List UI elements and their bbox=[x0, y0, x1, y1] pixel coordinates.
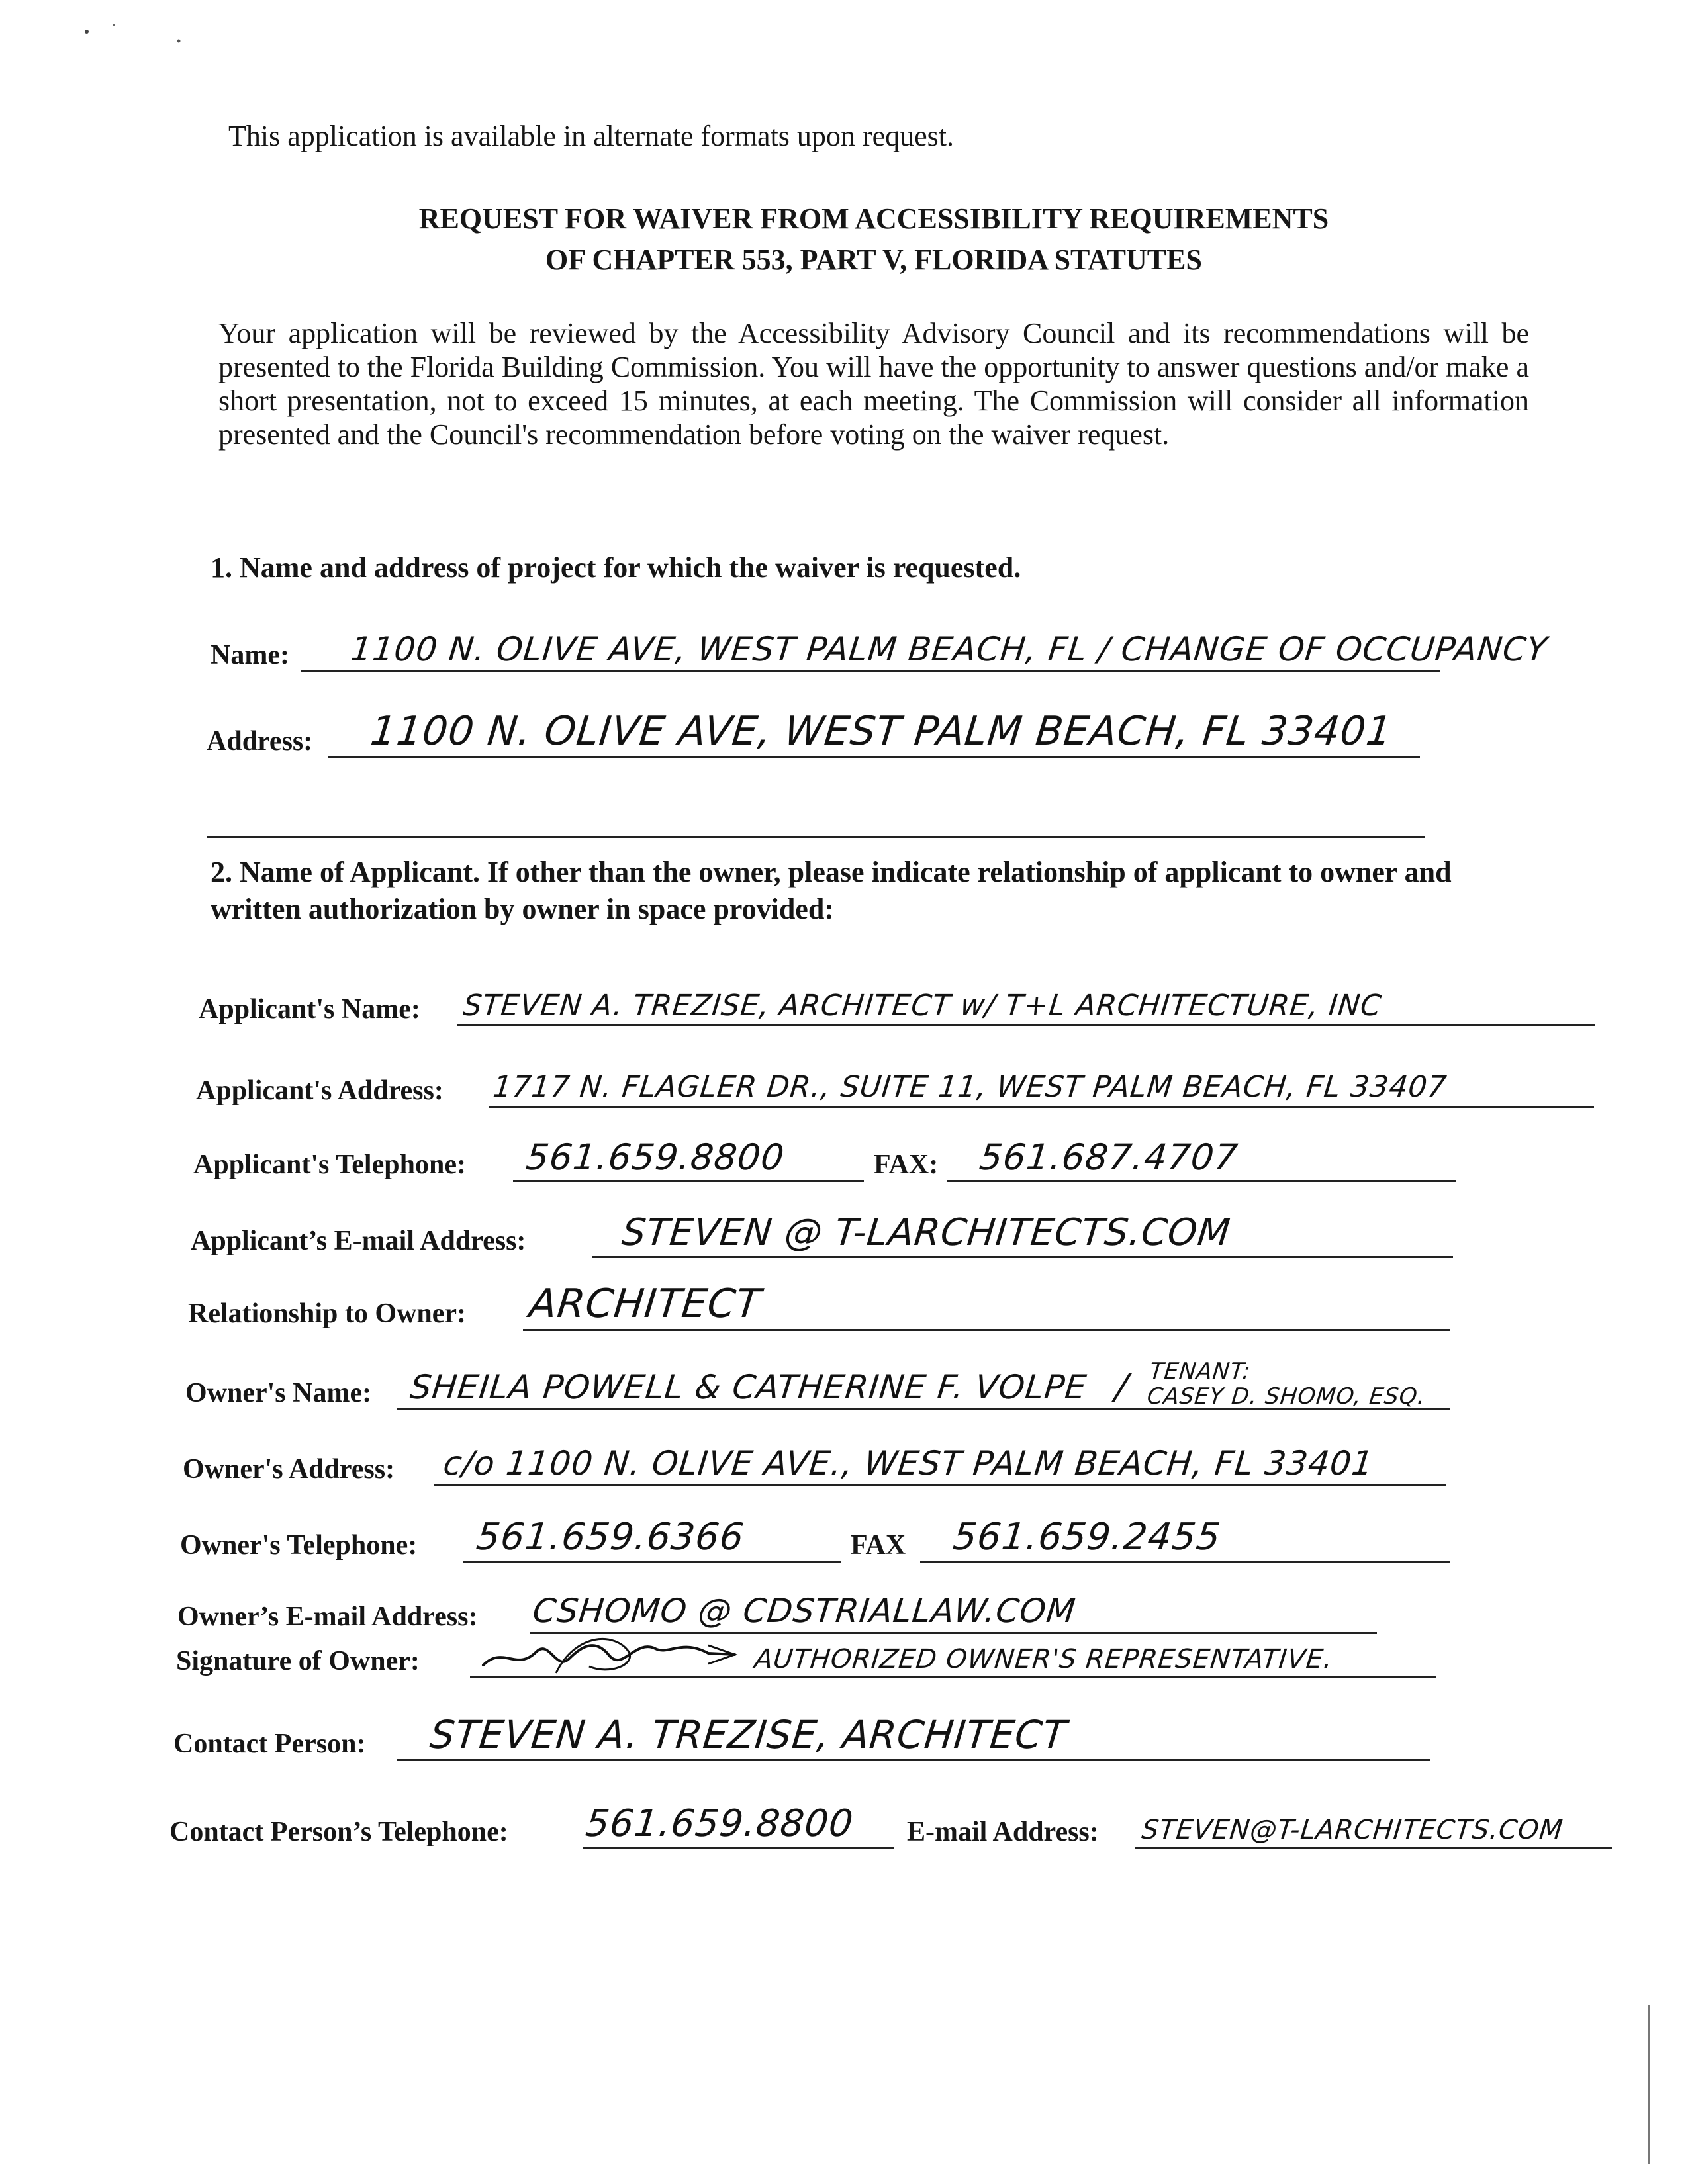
owner-email-label: Owner’s E-mail Address: bbox=[177, 1602, 478, 1632]
applicant-address-value[interactable]: 1717 N. FLAGLER DR., SUITE 11, WEST PALM BEACH, FL 33407 bbox=[491, 1070, 1449, 1104]
project-address-row bbox=[0, 708, 1688, 761]
owner-address-row bbox=[0, 1436, 1688, 1489]
applicant-email-value[interactable]: STEVEN @ T-LARCHITECTS.COM bbox=[620, 1211, 1233, 1254]
contact-email-value[interactable]: STEVEN@T-LARCHITECTS.COM bbox=[1140, 1815, 1565, 1845]
applicant-address-label: Applicant's Address: bbox=[196, 1075, 444, 1106]
owner-signature-row bbox=[0, 1628, 1688, 1681]
project-address-label: Address: bbox=[207, 726, 313, 756]
owner-name-row bbox=[0, 1360, 1688, 1413]
scan-specks bbox=[0, 0, 199, 53]
applicant-name-line bbox=[457, 1024, 1595, 1026]
owner-phone-line bbox=[463, 1561, 841, 1563]
relationship-line bbox=[523, 1329, 1450, 1331]
relationship-row bbox=[0, 1281, 1688, 1334]
owner-address-label: Owner's Address: bbox=[183, 1454, 395, 1484]
section-1-heading: 1. Name and address of project for which the waiver is requested. bbox=[211, 551, 1021, 584]
applicant-address-line bbox=[489, 1106, 1594, 1108]
owner-fax-line bbox=[920, 1561, 1450, 1563]
project-name-row bbox=[0, 622, 1688, 675]
availability-note: This application is available in alternate formats upon request. bbox=[228, 120, 954, 152]
owner-fax-value[interactable]: 561.659.2455 bbox=[951, 1516, 1223, 1559]
applicant-phone-label: Applicant's Telephone: bbox=[193, 1150, 466, 1180]
form-title bbox=[311, 199, 1436, 281]
applicant-phone-line bbox=[513, 1180, 864, 1182]
relationship-label: Relationship to Owner: bbox=[188, 1298, 466, 1329]
contact-email-line bbox=[1135, 1847, 1612, 1849]
scan-edge-mark bbox=[1648, 2005, 1650, 2164]
intro-paragraph: Your application will be reviewed by the Accessibility Advisory Council and its recommendations will be presented to the Florida Building Commission. You will have the opportunity to answer questions and/or make a short presentation, not to exceed 15 minutes, at each meeting. The Commission will consider all information presented and the Council's recommendation before voting on the waiver request. bbox=[218, 317, 1529, 451]
applicant-fax-value[interactable]: 561.687.4707 bbox=[977, 1136, 1241, 1178]
applicant-name-row bbox=[0, 976, 1688, 1029]
contact-person-label: Contact Person: bbox=[173, 1729, 366, 1759]
contact-phone-label: Contact Person’s Telephone: bbox=[169, 1817, 508, 1847]
contact-phone-row bbox=[0, 1799, 1688, 1852]
relationship-value[interactable]: ARCHITECT bbox=[527, 1281, 764, 1327]
project-name-line bbox=[301, 670, 1440, 672]
contact-person-value[interactable]: STEVEN A. TREZISE, ARCHITECT bbox=[428, 1712, 1069, 1757]
project-address-blank-line[interactable] bbox=[207, 836, 1425, 838]
applicant-address-row bbox=[0, 1058, 1688, 1111]
project-address-blank-row bbox=[0, 788, 1688, 841]
applicant-email-line bbox=[592, 1256, 1453, 1258]
applicant-fax-line bbox=[947, 1180, 1456, 1182]
signature-note: AUTHORIZED OWNER'S REPRESENTATIVE. bbox=[753, 1644, 1335, 1674]
owner-name-label: Owner's Name: bbox=[185, 1378, 372, 1408]
owner-address-line bbox=[434, 1484, 1446, 1486]
applicant-phone-row bbox=[0, 1132, 1688, 1185]
applicant-phone-value[interactable]: 561.659.8800 bbox=[524, 1136, 787, 1178]
contact-phone-value[interactable]: 561.659.8800 bbox=[583, 1802, 856, 1845]
title-line-2: OF CHAPTER 553, PART V, FLORIDA STATUTES bbox=[545, 244, 1202, 276]
owner-fax-label: FAX bbox=[851, 1530, 906, 1561]
owner-phone-value[interactable]: 561.659.6366 bbox=[474, 1516, 747, 1559]
tenant-slash: / bbox=[1113, 1366, 1131, 1408]
title-line-1: REQUEST FOR WAIVER FROM ACCESSIBILITY REQUIREMENTS bbox=[418, 203, 1329, 235]
owner-phone-row bbox=[0, 1512, 1688, 1565]
project-address-value[interactable]: 1100 N. OLIVE AVE, WEST PALM BEACH, FL 33401 bbox=[368, 708, 1395, 754]
contact-email-label: E-mail Address: bbox=[907, 1817, 1099, 1847]
project-name-value[interactable]: 1100 N. OLIVE AVE, WEST PALM BEACH, FL / CHANGE OF OCCUPANCY bbox=[348, 630, 1550, 668]
applicant-name-value[interactable]: STEVEN A. TREZISE, ARCHITECT w/ T+L ARCHITECTURE, INC bbox=[461, 989, 1383, 1023]
owner-name-value[interactable]: SHEILA POWELL & CATHERINE F. VOLPE bbox=[408, 1368, 1089, 1406]
contact-person-line bbox=[397, 1759, 1430, 1761]
owner-email-value[interactable]: CSHOMO @ CDSTRIALLAW.COM bbox=[530, 1592, 1078, 1630]
owner-signature-scribble[interactable] bbox=[457, 1625, 748, 1678]
owner-phone-label: Owner's Telephone: bbox=[180, 1530, 418, 1561]
tenant-name: CASEY D. SHOMO, ESQ. bbox=[1145, 1383, 1427, 1410]
tenant-note[interactable] bbox=[1146, 1359, 1429, 1409]
signature-label: Signature of Owner: bbox=[176, 1646, 420, 1676]
tenant-label: TENANT: bbox=[1148, 1358, 1252, 1385]
section-2-heading: 2. Name of Applicant. If other than the owner, please indicate relationship of applicant to owner and written authorization by owner in space provided: bbox=[211, 856, 1452, 925]
project-name-label: Name: bbox=[211, 640, 289, 670]
applicant-email-label: Applicant’s E-mail Address: bbox=[191, 1226, 526, 1256]
contact-person-row bbox=[0, 1711, 1688, 1764]
applicant-email-row bbox=[0, 1208, 1688, 1261]
owner-address-value[interactable]: c/o 1100 N. OLIVE AVE., WEST PALM BEACH, FL 33401 bbox=[441, 1444, 1376, 1482]
applicant-fax-label: FAX: bbox=[874, 1150, 939, 1180]
applicant-name-label: Applicant's Name: bbox=[199, 994, 420, 1024]
contact-phone-line bbox=[583, 1847, 894, 1849]
project-address-line bbox=[328, 756, 1420, 758]
